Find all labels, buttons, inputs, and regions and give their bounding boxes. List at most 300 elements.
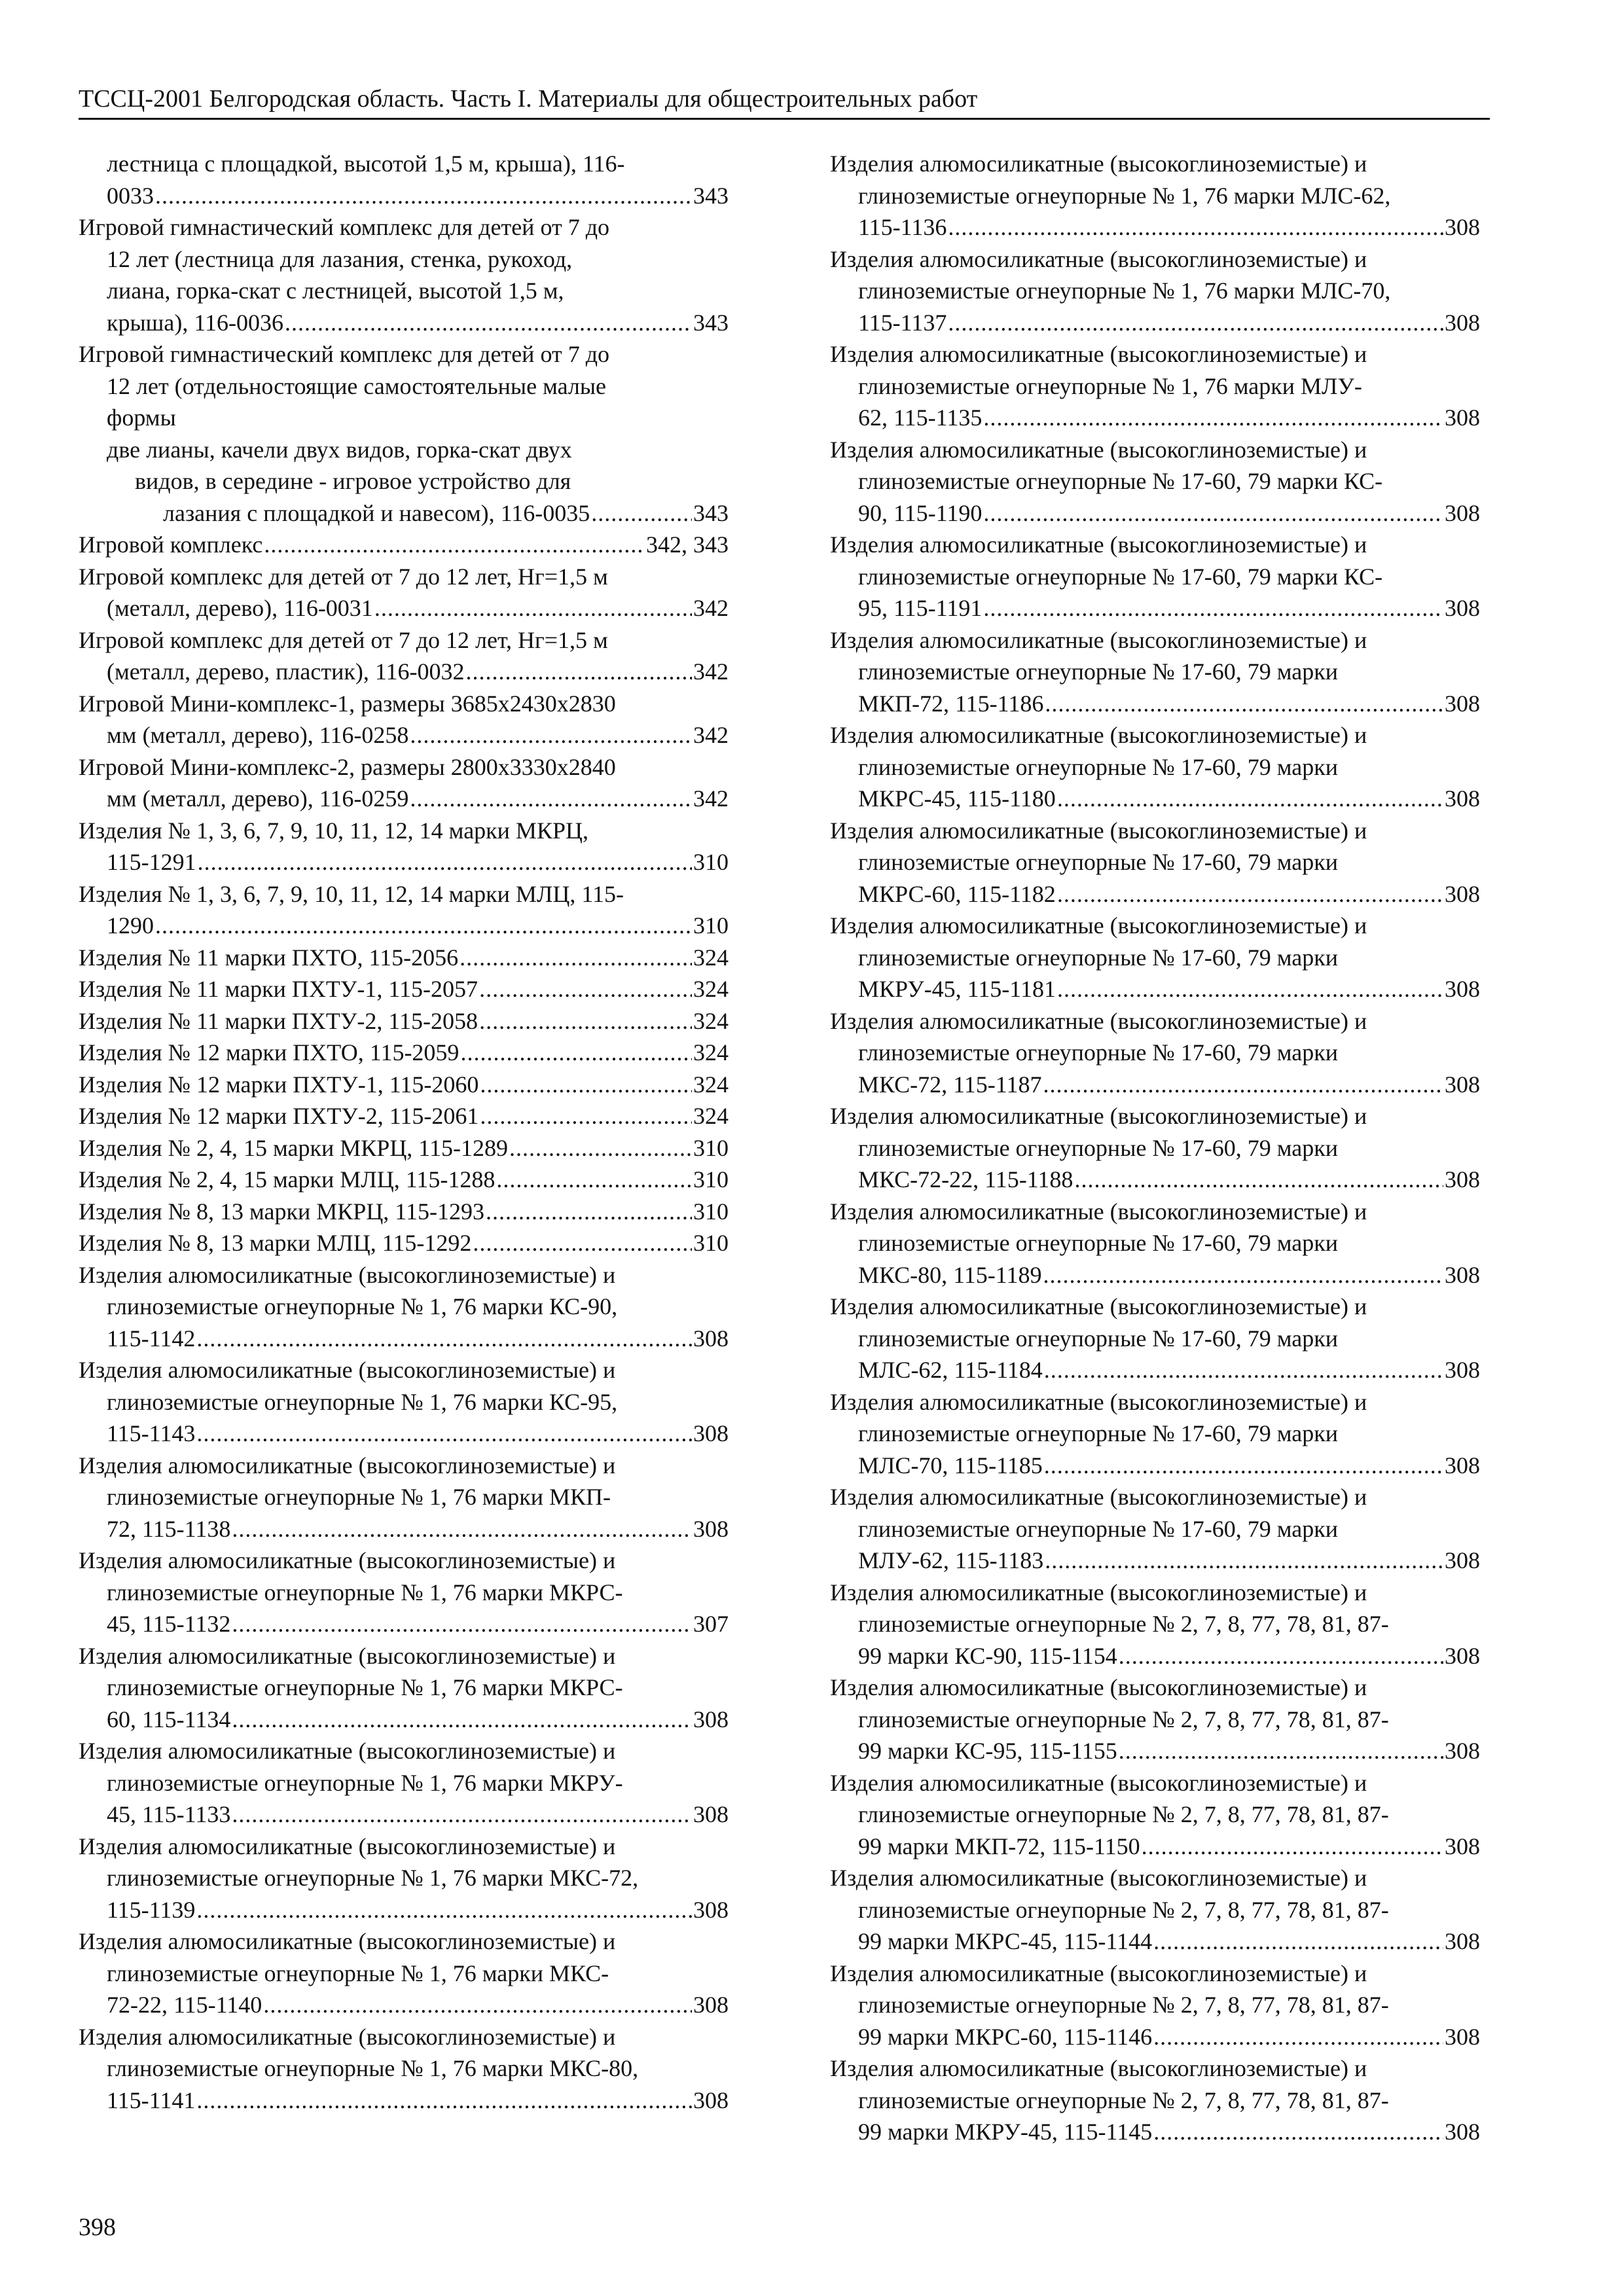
index-entry-line xyxy=(79,465,729,497)
index-entry xyxy=(830,624,1480,720)
index-entry-line xyxy=(79,1958,729,1990)
index-entry-last-line xyxy=(830,1640,1480,1672)
entry-page-ref: 324 xyxy=(693,1103,729,1129)
index-entry xyxy=(830,1672,1480,1767)
index-entry-last-line xyxy=(830,1545,1480,1577)
index-entry xyxy=(79,211,729,338)
entry-text: две лианы, качели двух видов, горка-скат двух xyxy=(107,436,572,463)
index-entry-line xyxy=(79,1386,729,1418)
entry-text: 72, 115-1138 xyxy=(107,1515,231,1542)
entry-text: Изделия алюмосиликатные (высокоглиноземистые) и xyxy=(79,1928,616,1954)
index-entry-last-line xyxy=(830,2021,1480,2053)
entry-page-ref: 308 xyxy=(1445,1738,1480,1764)
index-entry xyxy=(79,751,729,815)
index-entry xyxy=(79,878,729,942)
index-entry xyxy=(830,2053,1480,2148)
entry-page-ref: 308 xyxy=(1445,976,1480,1002)
index-entry-line xyxy=(830,243,1480,276)
dot-leader xyxy=(264,529,645,561)
entry-page-ref: 308 xyxy=(1445,309,1480,336)
entry-text: глиноземистые огнеупорные № 1, 76 марки КС-90, xyxy=(107,1293,618,1319)
entry-text: 99 марки МКРС-45, 115-1144 xyxy=(858,1928,1153,1954)
entry-text: 1290 xyxy=(107,912,154,939)
dot-leader xyxy=(1119,1640,1443,1672)
index-entry-line xyxy=(79,1672,729,1704)
dot-leader xyxy=(155,180,692,212)
index-entry xyxy=(830,910,1480,1005)
index-entry-line xyxy=(830,910,1480,942)
index-entry-last-line xyxy=(830,1450,1480,1482)
dot-leader xyxy=(1057,783,1443,815)
index-entry-line xyxy=(830,2053,1480,2085)
index-entry xyxy=(79,338,729,529)
dot-leader xyxy=(410,719,692,751)
index-entry-line xyxy=(830,1132,1480,1164)
running-header: ТССЦ-2001 Белгородская область. Часть I. Материалы для общестроительных работ xyxy=(79,85,978,113)
index-entry-line xyxy=(79,1640,729,1672)
entry-text: Изделия алюмосиликатные (высокоглиноземистые) и xyxy=(830,1674,1367,1700)
index-entry xyxy=(830,1958,1480,2053)
entry-text: Игровой гимнастический комплекс для детей от 7 до xyxy=(79,214,610,240)
entry-page-ref: 308 xyxy=(1445,1166,1480,1193)
index-entry-last-line xyxy=(79,942,729,974)
entry-text: Изделия алюмосиликатные (высокоглиноземистые) и xyxy=(830,531,1367,558)
index-entry-line xyxy=(79,2021,729,2053)
entry-text: Изделия № 11 марки ПХТУ-2, 115-2058 xyxy=(79,1007,478,1034)
entry-text: МКРС-60, 115-1182 xyxy=(858,880,1056,907)
index-entry-line xyxy=(79,1862,729,1894)
entry-text: Изделия алюмосиликатные (высокоглиноземистые) и xyxy=(79,1833,616,1859)
entry-page-ref: 308 xyxy=(1445,2023,1480,2050)
entry-text: Изделия алюмосиликатные (высокоглиноземистые) и xyxy=(79,2023,616,2050)
entry-text: крыша), 116-0036 xyxy=(107,309,284,336)
index-entry-last-line xyxy=(79,1989,729,2021)
entry-page-ref: 308 xyxy=(1445,690,1480,717)
entry-page-ref: 308 xyxy=(693,2087,729,2113)
index-entry-line xyxy=(830,338,1480,370)
index-entry-line xyxy=(830,434,1480,466)
entry-text: глиноземистые огнеупорные № 2, 7, 8, 77, 78, 81, 87- xyxy=(858,1896,1389,1923)
dot-leader xyxy=(196,1894,692,1926)
index-entry xyxy=(830,148,1480,243)
dot-leader xyxy=(479,973,692,1005)
dot-leader xyxy=(473,1227,692,1259)
index-entry-line xyxy=(830,1672,1480,1704)
entry-text: Игровой Мини-комплекс-1, размеры 3685х2430х2830 xyxy=(79,690,616,717)
entry-text: Изделия № 1, 3, 6, 7, 9, 10, 11, 12, 14 марки МКРЦ, xyxy=(79,817,588,844)
index-entry xyxy=(79,1100,729,1132)
index-entry-last-line xyxy=(79,1323,729,1355)
entry-text: МКП-72, 115-1186 xyxy=(858,690,1044,717)
entry-text: глиноземистые огнеупорные № 1, 76 марки МКС-72, xyxy=(107,1865,639,1891)
entry-text: МКС-80, 115-1189 xyxy=(858,1261,1042,1288)
index-entry-line xyxy=(830,751,1480,783)
index-entry-line xyxy=(830,148,1480,180)
dot-leader xyxy=(948,211,1443,243)
index-entry xyxy=(79,624,729,688)
index-entry xyxy=(79,1164,729,1196)
entry-page-ref: 308 xyxy=(1445,1261,1480,1288)
index-entry xyxy=(830,529,1480,624)
entry-text: МКС-72, 115-1187 xyxy=(858,1071,1042,1098)
index-entry xyxy=(79,1259,729,1355)
index-entry-last-line xyxy=(830,1831,1480,1863)
dot-leader xyxy=(1045,688,1443,720)
index-entry-line xyxy=(79,1291,729,1323)
entry-text: 72-22, 115-1140 xyxy=(107,1992,262,2018)
dot-leader xyxy=(460,1037,692,1069)
index-entry xyxy=(79,815,729,878)
dot-leader xyxy=(983,402,1443,434)
dot-leader xyxy=(285,307,692,339)
index-entry xyxy=(79,1545,729,1640)
entry-text: Изделия № 12 марки ПХТУ-1, 115-2060 xyxy=(79,1071,479,1098)
index-entry-line xyxy=(830,465,1480,497)
entry-text: Изделия алюмосиликатные (высокоглиноземистые) и xyxy=(79,1738,616,1764)
entry-page-ref: 310 xyxy=(693,849,729,875)
dot-leader xyxy=(460,942,692,974)
index-entry-line xyxy=(830,1291,1480,1323)
entry-page-ref: 308 xyxy=(693,1896,729,1923)
dot-leader xyxy=(1119,1735,1443,1767)
entry-text: 99 марки МКП-72, 115-1150 xyxy=(858,1833,1140,1859)
entry-page-ref: 324 xyxy=(693,1007,729,1034)
dot-leader xyxy=(983,592,1443,624)
index-entry-last-line xyxy=(830,783,1480,815)
index-entry xyxy=(79,529,729,561)
index-entry xyxy=(79,1640,729,1736)
entry-page-ref: 324 xyxy=(693,944,729,971)
index-entry-last-line xyxy=(830,307,1480,339)
index-entry-line xyxy=(830,1577,1480,1609)
entry-page-ref: 308 xyxy=(1445,595,1480,621)
index-entry-line xyxy=(830,1323,1480,1355)
entry-page-ref: 308 xyxy=(1445,1547,1480,1573)
page-number: 398 xyxy=(79,2214,116,2241)
entry-page-ref: 308 xyxy=(693,1706,729,1732)
index-entry-line xyxy=(79,688,729,720)
entry-text: Изделия алюмосиликатные (высокоглиноземистые) и xyxy=(830,341,1367,367)
index-entry-line xyxy=(830,275,1480,307)
index-entry-last-line xyxy=(79,1513,729,1545)
index-entry-line xyxy=(830,624,1480,656)
entry-page-ref: 342 xyxy=(693,595,729,621)
entry-page-ref: 324 xyxy=(693,1039,729,1066)
index-entry xyxy=(79,1037,729,1069)
entry-text: Изделия алюмосиликатные (высокоглиноземистые) и xyxy=(830,1293,1367,1319)
entry-text: видов, в середине - игровое устройство для xyxy=(135,468,571,494)
index-entry xyxy=(79,1069,729,1101)
entry-text: 99 марки МКРС-60, 115-1146 xyxy=(858,2023,1153,2050)
entry-text: глиноземистые огнеупорные № 17-60, 79 марки xyxy=(858,1325,1338,1352)
entry-text: МКС-72-22, 115-1188 xyxy=(858,1166,1074,1193)
dot-leader xyxy=(263,1989,692,2021)
index-entry xyxy=(830,1481,1480,1577)
entry-page-ref: 342, 343 xyxy=(646,531,729,558)
index-entry xyxy=(79,1735,729,1831)
index-entry-last-line xyxy=(79,1608,729,1640)
entry-text: 90, 115-1190 xyxy=(858,499,983,526)
index-entry xyxy=(830,1577,1480,1672)
entry-page-ref: 308 xyxy=(1445,1928,1480,1954)
index-entry xyxy=(830,1005,1480,1101)
index-entry-line xyxy=(830,1767,1480,1799)
entry-text: Изделия алюмосиликатные (высокоглиноземистые) и xyxy=(830,1960,1367,1986)
entry-text: Изделия № 8, 13 марки МЛЦ, 115-1292 xyxy=(79,1230,472,1256)
entry-text: Изделия алюмосиликатные (высокоглиноземистые) и xyxy=(830,1198,1367,1225)
entry-page-ref: 308 xyxy=(693,1515,729,1542)
dot-leader xyxy=(1153,2116,1443,2148)
entry-text: глиноземистые огнеупорные № 1, 76 марки МКС- xyxy=(107,1960,609,1986)
index-entry-line xyxy=(79,815,729,847)
index-entry-last-line xyxy=(830,402,1480,434)
entry-text: Изделия алюмосиликатные (высокоглиноземистые) и xyxy=(79,1547,616,1573)
entry-text: 99 марки КС-95, 115-1155 xyxy=(858,1738,1117,1764)
index-entry-line xyxy=(830,1037,1480,1069)
index-entry xyxy=(79,1831,729,1926)
entry-text: глиноземистые огнеупорные № 1, 76 марки КС-95, xyxy=(107,1388,618,1415)
entry-text: глиноземистые огнеупорные № 17-60, 79 марки xyxy=(858,1039,1338,1066)
index-entry xyxy=(79,973,729,1005)
dot-leader xyxy=(948,307,1443,339)
entry-text: глиноземистые огнеупорные № 2, 7, 8, 77, 78, 81, 87- xyxy=(858,1801,1389,1827)
entry-text: 60, 115-1134 xyxy=(107,1706,231,1732)
entry-text: 115-1139 xyxy=(107,1896,196,1923)
dot-leader xyxy=(1045,1545,1443,1577)
entry-text: Изделия алюмосиликатные (высокоглиноземистые) и xyxy=(79,1452,616,1479)
dot-leader xyxy=(1044,1354,1443,1386)
index-entry-last-line xyxy=(830,211,1480,243)
index-entry-last-line xyxy=(79,656,729,688)
dot-leader xyxy=(196,1418,692,1450)
index-entry-last-line xyxy=(79,1069,729,1101)
index-entry-line xyxy=(79,1259,729,1291)
index-entry-line xyxy=(830,180,1480,212)
entry-text: Изделия алюмосиликатные (высокоглиноземистые) и xyxy=(830,722,1367,748)
index-entry-line xyxy=(830,1799,1480,1831)
entry-page-ref: 308 xyxy=(1445,785,1480,812)
entry-text: Игровой Мини-комплекс-2, размеры 2800х3330х2840 xyxy=(79,753,616,780)
dot-leader xyxy=(410,783,692,815)
index-entry xyxy=(830,243,1480,339)
index-entry-last-line xyxy=(830,2116,1480,2148)
index-entry-last-line xyxy=(79,307,729,339)
entry-page-ref: 342 xyxy=(693,785,729,812)
entry-page-ref: 308 xyxy=(1445,1357,1480,1383)
entry-text: Изделия алюмосиликатные (высокоглиноземистые) и xyxy=(830,436,1367,463)
index-entry-line xyxy=(830,942,1480,974)
entry-page-ref: 310 xyxy=(693,1166,729,1193)
index-entry-line xyxy=(79,1926,729,1958)
index-entry xyxy=(830,719,1480,815)
dot-leader xyxy=(480,1069,692,1101)
entry-page-ref: 308 xyxy=(1445,499,1480,526)
dot-leader xyxy=(232,1513,692,1545)
index-entry xyxy=(79,1354,729,1450)
index-entry-line xyxy=(79,1577,729,1609)
dot-leader xyxy=(1057,973,1443,1005)
entry-text: глиноземистые огнеупорные № 17-60, 79 марки xyxy=(858,1134,1338,1161)
index-entry-last-line xyxy=(79,1704,729,1736)
index-entry-last-line xyxy=(79,719,729,751)
index-entry xyxy=(79,1926,729,2021)
dot-leader xyxy=(486,1196,692,1228)
index-entry xyxy=(79,1132,729,1164)
entry-text: глиноземистые огнеупорные № 2, 7, 8, 77, 78, 81, 87- xyxy=(858,2087,1389,2113)
index-entry-last-line xyxy=(830,497,1480,529)
entry-text: глиноземистые огнеупорные № 1, 76 марки МЛС-70, xyxy=(858,278,1391,304)
index-entry-line xyxy=(79,1545,729,1577)
entry-text: глиноземистые огнеупорные № 1, 76 марки МЛС-62, xyxy=(858,182,1391,209)
entry-text: мм (металл, дерево), 116-0259 xyxy=(107,785,409,812)
dot-leader xyxy=(480,1100,692,1132)
index-entry-last-line xyxy=(830,1069,1480,1101)
entry-text: 12 лет (отдельностоящие самостоятельные малые xyxy=(107,372,607,399)
index-entry xyxy=(79,561,729,624)
index-entry-line xyxy=(79,275,729,307)
index-entry-line xyxy=(79,338,729,370)
entry-text: глиноземистые огнеупорные № 2, 7, 8, 77, 78, 81, 87- xyxy=(858,1611,1389,1637)
index-entry-last-line xyxy=(79,1418,729,1450)
index-entry-line xyxy=(79,1735,729,1767)
entry-text: 12 лет (лестница для лазания, стенка, рукоход, xyxy=(107,245,573,272)
dot-leader xyxy=(466,656,693,688)
dot-leader xyxy=(374,592,692,624)
index-entry-line xyxy=(830,1608,1480,1640)
index-entry-line xyxy=(830,1100,1480,1132)
index-entry-line xyxy=(79,751,729,783)
entry-text: лестница с площадкой, высотой 1,5 м, крыша), 116- xyxy=(107,151,625,177)
dot-leader xyxy=(1043,1069,1443,1101)
index-entry-line xyxy=(830,1513,1480,1545)
entry-text: 115-1137 xyxy=(858,309,947,336)
entry-page-ref: 308 xyxy=(1445,880,1480,907)
dot-leader xyxy=(1153,1926,1443,1958)
dot-leader xyxy=(196,2085,692,2117)
index-entry-last-line xyxy=(830,878,1480,910)
entry-text: глиноземистые огнеупорные № 17-60, 79 марки xyxy=(858,1515,1338,1542)
index-entry-last-line xyxy=(830,1926,1480,1958)
entry-text: 45, 115-1133 xyxy=(107,1801,231,1827)
entry-page-ref: 342 xyxy=(693,722,729,748)
index-column-right xyxy=(830,148,1480,2148)
entry-page-ref: 308 xyxy=(693,1420,729,1446)
index-entry-line xyxy=(79,211,729,243)
entry-text: Изделия алюмосиликатные (высокоглиноземистые) и xyxy=(830,626,1367,653)
index-entry-last-line xyxy=(79,1894,729,1926)
dot-leader xyxy=(1057,878,1443,910)
entry-text: глиноземистые огнеупорные № 17-60, 79 марки xyxy=(858,753,1338,780)
dot-leader xyxy=(232,1704,692,1736)
index-entry-line xyxy=(830,2085,1480,2117)
entry-page-ref: 324 xyxy=(693,976,729,1002)
index-entry-line xyxy=(830,1418,1480,1450)
entry-text: Изделия алюмосиликатные (высокоглиноземистые) и xyxy=(79,1261,616,1288)
index-entry-line xyxy=(830,815,1480,847)
entry-text: глиноземистые огнеупорные № 1, 76 марки МКРС- xyxy=(107,1674,623,1700)
entry-text: МКРС-45, 115-1180 xyxy=(858,785,1056,812)
index-entry-last-line xyxy=(79,592,729,624)
index-entry-last-line xyxy=(79,783,729,815)
index-entry-line xyxy=(830,1704,1480,1736)
entry-text: глиноземистые огнеупорные № 2, 7, 8, 77, 78, 81, 87- xyxy=(858,1706,1389,1732)
index-entry-line xyxy=(79,624,729,656)
index-entry-line xyxy=(79,2053,729,2085)
index-entry-line xyxy=(830,1862,1480,1894)
entry-text: глиноземистые огнеупорные № 17-60, 79 марки xyxy=(858,1230,1338,1256)
entry-page-ref: 308 xyxy=(1445,214,1480,240)
index-entry-last-line xyxy=(79,1100,729,1132)
index-entry xyxy=(830,815,1480,910)
entry-text: 95, 115-1191 xyxy=(858,595,983,621)
index-entry xyxy=(830,1386,1480,1482)
index-entry xyxy=(79,1005,729,1037)
index-entry-line xyxy=(79,402,729,434)
entry-page-ref: 343 xyxy=(693,182,729,209)
dot-leader xyxy=(1153,2021,1443,2053)
index-entry-line xyxy=(830,1958,1480,1990)
index-entry-last-line xyxy=(830,1259,1480,1291)
entry-text: глиноземистые огнеупорные № 1, 76 марки МКРС- xyxy=(107,1579,623,1605)
entry-text: Изделия алюмосиликатные (высокоглиноземистые) и xyxy=(830,245,1367,272)
header-rule xyxy=(79,118,1490,120)
entry-page-ref: 307 xyxy=(693,1611,729,1637)
entry-text: глиноземистые огнеупорные № 17-60, 79 марки КС- xyxy=(858,563,1383,590)
entry-text: Изделия № 12 марки ПХТУ-2, 115-2061 xyxy=(79,1103,479,1129)
index-entry-line xyxy=(830,1005,1480,1037)
index-entry-line xyxy=(79,148,729,180)
entry-page-ref: 308 xyxy=(1445,1452,1480,1479)
entry-text: Изделия алюмосиликатные (высокоглиноземистые) и xyxy=(830,912,1367,939)
index-entry-line xyxy=(79,561,729,593)
entry-text: Изделия алюмосиликатные (высокоглиноземистые) и xyxy=(830,1388,1367,1415)
index-entry-line xyxy=(830,1227,1480,1259)
entry-text: глиноземистые огнеупорные № 17-60, 79 марки xyxy=(858,658,1338,685)
entry-text: глиноземистые огнеупорные № 17-60, 79 марки xyxy=(858,849,1338,875)
entry-text: Изделия алюмосиликатные (высокоглиноземистые) и xyxy=(830,817,1367,844)
index-entry xyxy=(79,1450,729,1545)
entry-text: Изделия алюмосиликатные (высокоглиноземистые) и xyxy=(830,151,1367,177)
entry-text: Игровой комплекс для детей от 7 до 12 лет, Нг=1,5 м xyxy=(79,626,608,653)
entry-text: глиноземистые огнеупорные № 17-60, 79 марки КС- xyxy=(858,468,1383,494)
entry-text: 115-1143 xyxy=(107,1420,196,1446)
entry-text: 0033 xyxy=(107,182,154,209)
entry-text: лиана, горка-скат с лестницей, высотой 1,5 м, xyxy=(107,278,564,304)
entry-text: Изделия № 8, 13 марки МКРЦ, 115-1293 xyxy=(79,1198,484,1225)
dot-leader xyxy=(232,1799,692,1831)
entry-page-ref: 343 xyxy=(693,499,729,526)
entry-text: глиноземистые огнеупорные № 1, 76 марки МКРУ- xyxy=(107,1769,623,1796)
entry-page-ref: 310 xyxy=(693,1198,729,1225)
dot-leader xyxy=(196,1323,692,1355)
index-entry xyxy=(830,1291,1480,1386)
entry-text: 62, 115-1135 xyxy=(858,404,983,431)
index-entry-line xyxy=(830,1989,1480,2021)
entry-text: МЛС-62, 115-1184 xyxy=(858,1357,1043,1383)
dot-leader xyxy=(983,497,1443,529)
dot-leader xyxy=(198,846,692,878)
entry-text: Изделия алюмосиликатные (высокоглиноземистые) и xyxy=(830,1007,1367,1034)
entry-text: Изделия № 11 марки ПХТУ-1, 115-2057 xyxy=(79,976,478,1002)
entry-text: 99 марки КС-90, 115-1154 xyxy=(858,1642,1117,1669)
entry-page-ref: 308 xyxy=(693,1325,729,1352)
entry-text: (металл, дерево, пластик), 116-0032 xyxy=(107,658,465,685)
index-entry-line xyxy=(79,1450,729,1482)
entry-text: глиноземистые огнеупорные № 1, 76 марки МЛУ- xyxy=(858,372,1362,399)
entry-text: 99 марки МКРУ-45, 115-1145 xyxy=(858,2119,1153,2145)
index-entry-line xyxy=(79,1831,729,1863)
index-entry-last-line xyxy=(79,1164,729,1196)
